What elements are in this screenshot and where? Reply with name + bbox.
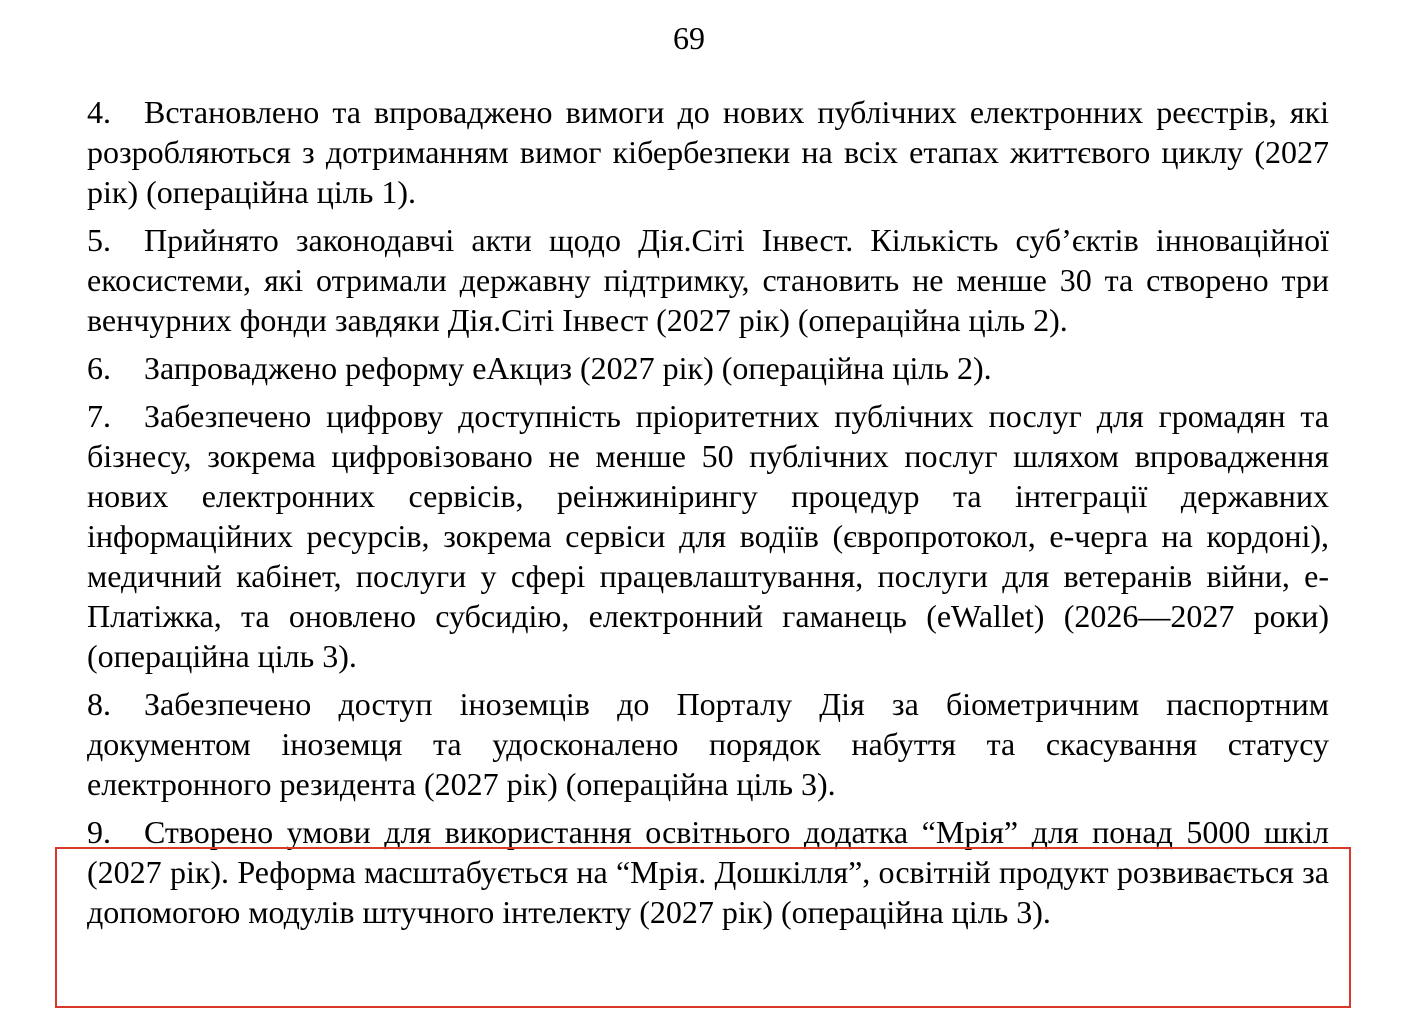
list-item: [87, 220, 1329, 340]
item-number: 5.: [87, 222, 111, 258]
results-list: [87, 92, 1329, 940]
item-number: 8.: [87, 686, 111, 722]
item-number: 7.: [87, 398, 111, 434]
item-text: Прийнято законодавчі акти щодо Дія.Сіті Інвест. Кількість суб’єктів інноваційної екосистеми, які отримали державну підтримку, становить не менше 30 та створено три венчурних фонди завдяки Дія.Сіті Інвест (2027 рік) (операційна ціль 2).: [87, 222, 1329, 338]
item-number: 4.: [87, 94, 111, 130]
list-item: [87, 396, 1329, 676]
highlight-box: [55, 847, 1351, 1008]
item-text: Запроваджено реформу еАкциз (2027 рік) (операційна ціль 2).: [144, 350, 992, 386]
item-number: 6.: [87, 350, 111, 386]
item-text: Забезпечено цифрову доступність пріоритетних публічних послуг для громадян та бізнесу, зокрема цифровізовано не менше 50 публічних послуг шляхом впровадження нових електронних сервісів, реінжинірингу процедур та інтеграції державних інформаційних ресурсів, зокрема сервіси для водіїв (європротокол, е-черга на кордоні), медичний кабінет, послуги у сфері працевлаштування, послуги для ветеранів війни, е-Платіжка, та оновлено субсидію, електронний гаманець (eWallet) (2026—2027 роки) (операційна ціль 3).: [87, 398, 1329, 674]
item-number: 9.: [87, 814, 111, 850]
page-number: 69: [673, 20, 705, 56]
item-text: Створено умови для використання освітнього додатка “Мрія” для понад 5000 шкіл (2027 рік). Реформа масштабується на “Мрія. Дошкілля”, освітній продукт розвивається за допомогою модулів штучного інтелекту (2027 рік) (операційна ціль 3).: [87, 814, 1329, 930]
list-item: [87, 92, 1329, 212]
list-item: [87, 684, 1329, 804]
item-text: Забезпечено доступ іноземців до Порталу Дія за біометричним паспортним документом іноземця та удосконалено порядок набуття та скасування статусу електронного резидента (2027 рік) (операційна ціль 3).: [87, 686, 1329, 802]
item-text: Встановлено та впроваджено вимоги до нових публічних електронних реєстрів, які розробляються з дотриманням вимог кібербезпеки на всіх етапах життєвого циклу (2027 рік) (операційна ціль 1).: [87, 94, 1329, 210]
list-item: [87, 348, 1329, 388]
